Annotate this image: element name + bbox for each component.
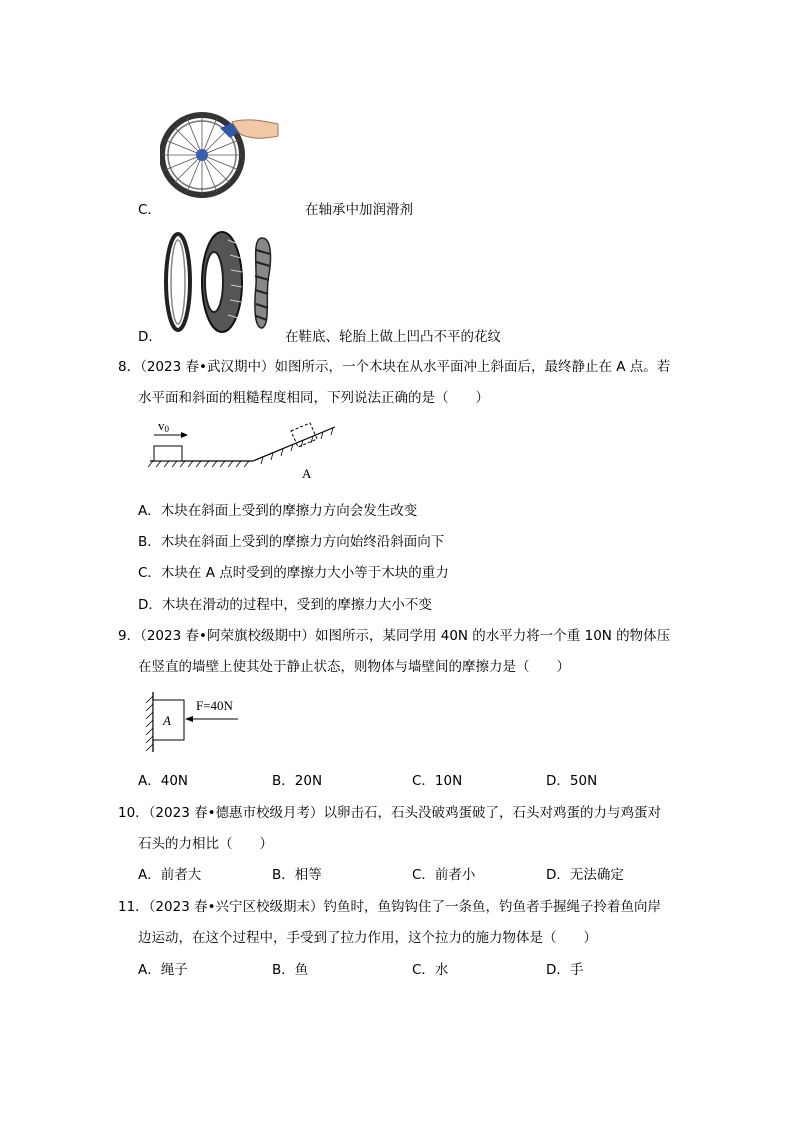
q8-option-d: D．木块在滑动的过程中，受到的摩擦力大小不变	[138, 597, 432, 613]
force-label: F=40N	[196, 698, 233, 713]
q7-option-c-caption: 在轴承中加润滑剂	[305, 202, 413, 218]
q7-option-d-caption: 在鞋底、轮胎上做上凹凸不平的花纹	[285, 329, 501, 345]
q9-option-d: D．50N	[546, 773, 598, 789]
q8-option-b: B．木块在斜面上受到的摩擦力方向始终沿斜面向下	[138, 534, 445, 550]
wall-block-figure	[138, 690, 248, 755]
q8-stem-line2: 水平面和斜面的粗糙程度相同，下列说法正确的是（ ）	[138, 390, 489, 406]
q9-stem-line1: 9．（2023 春•阿荣旗校级期中）如图所示，某同学用 40N 的水平力将一个重 10N 的物体压	[118, 628, 671, 644]
point-a-label: A	[302, 466, 312, 481]
block-a-label: A	[163, 713, 171, 728]
q9-option-b: B．20N	[272, 773, 323, 789]
velocity-label: v0	[158, 418, 169, 434]
q9-option-a: A．40N	[138, 773, 189, 789]
q8-option-a: A．木块在斜面上受到的摩擦力方向会发生改变	[138, 503, 418, 519]
q7-option-d-letter: D．	[138, 329, 162, 345]
q8-option-c: C．木块在 A 点时受到的摩擦力大小等于木块的重力	[138, 565, 449, 581]
q9-option-c: C．10N	[412, 773, 463, 789]
q8-stem-line1: 8．（2023 春•武汉期中）如图所示，一个木块在从水平面冲上斜面后，最终静止在 A 点。若	[118, 359, 671, 375]
incline-block-figure	[145, 415, 345, 485]
q11-option-c: C．水	[412, 962, 449, 978]
bicycle-wheel-figure	[160, 100, 285, 215]
q10-option-d: D．无法确定	[546, 867, 624, 883]
q10-option-a: A．前者大	[138, 867, 202, 883]
q11-option-b: B．鱼	[272, 962, 309, 978]
q10-option-b: B．相等	[272, 867, 322, 883]
tire-and-sole-figure	[162, 230, 277, 335]
q10-option-c: C．前者小	[412, 867, 476, 883]
q10-stem-line2: 石头的力相比（ ）	[138, 836, 273, 852]
q11-stem-line2: 边运动，在这个过程中，手受到了拉力作用，这个拉力的施力物体是（ ）	[138, 930, 597, 946]
q11-option-a: A．绳子	[138, 962, 188, 978]
q10-stem-line1: 10．（2023 春•德惠市校级月考）以卵击石，石头没破鸡蛋破了，石头对鸡蛋的力与鸡蛋对	[118, 805, 662, 821]
q9-stem-line2: 在竖直的墙壁上使其处于静止状态，则物体与墙壁间的摩擦力是（ ）	[138, 659, 570, 675]
q11-stem-line1: 11．（2023 春•兴宁区校级期末）钓鱼时，鱼钩钩住了一条鱼，钓鱼者手握绳子拎着鱼向岸	[118, 899, 662, 915]
q7-option-c-letter: C．	[138, 202, 161, 218]
q11-option-d: D．手	[546, 962, 584, 978]
